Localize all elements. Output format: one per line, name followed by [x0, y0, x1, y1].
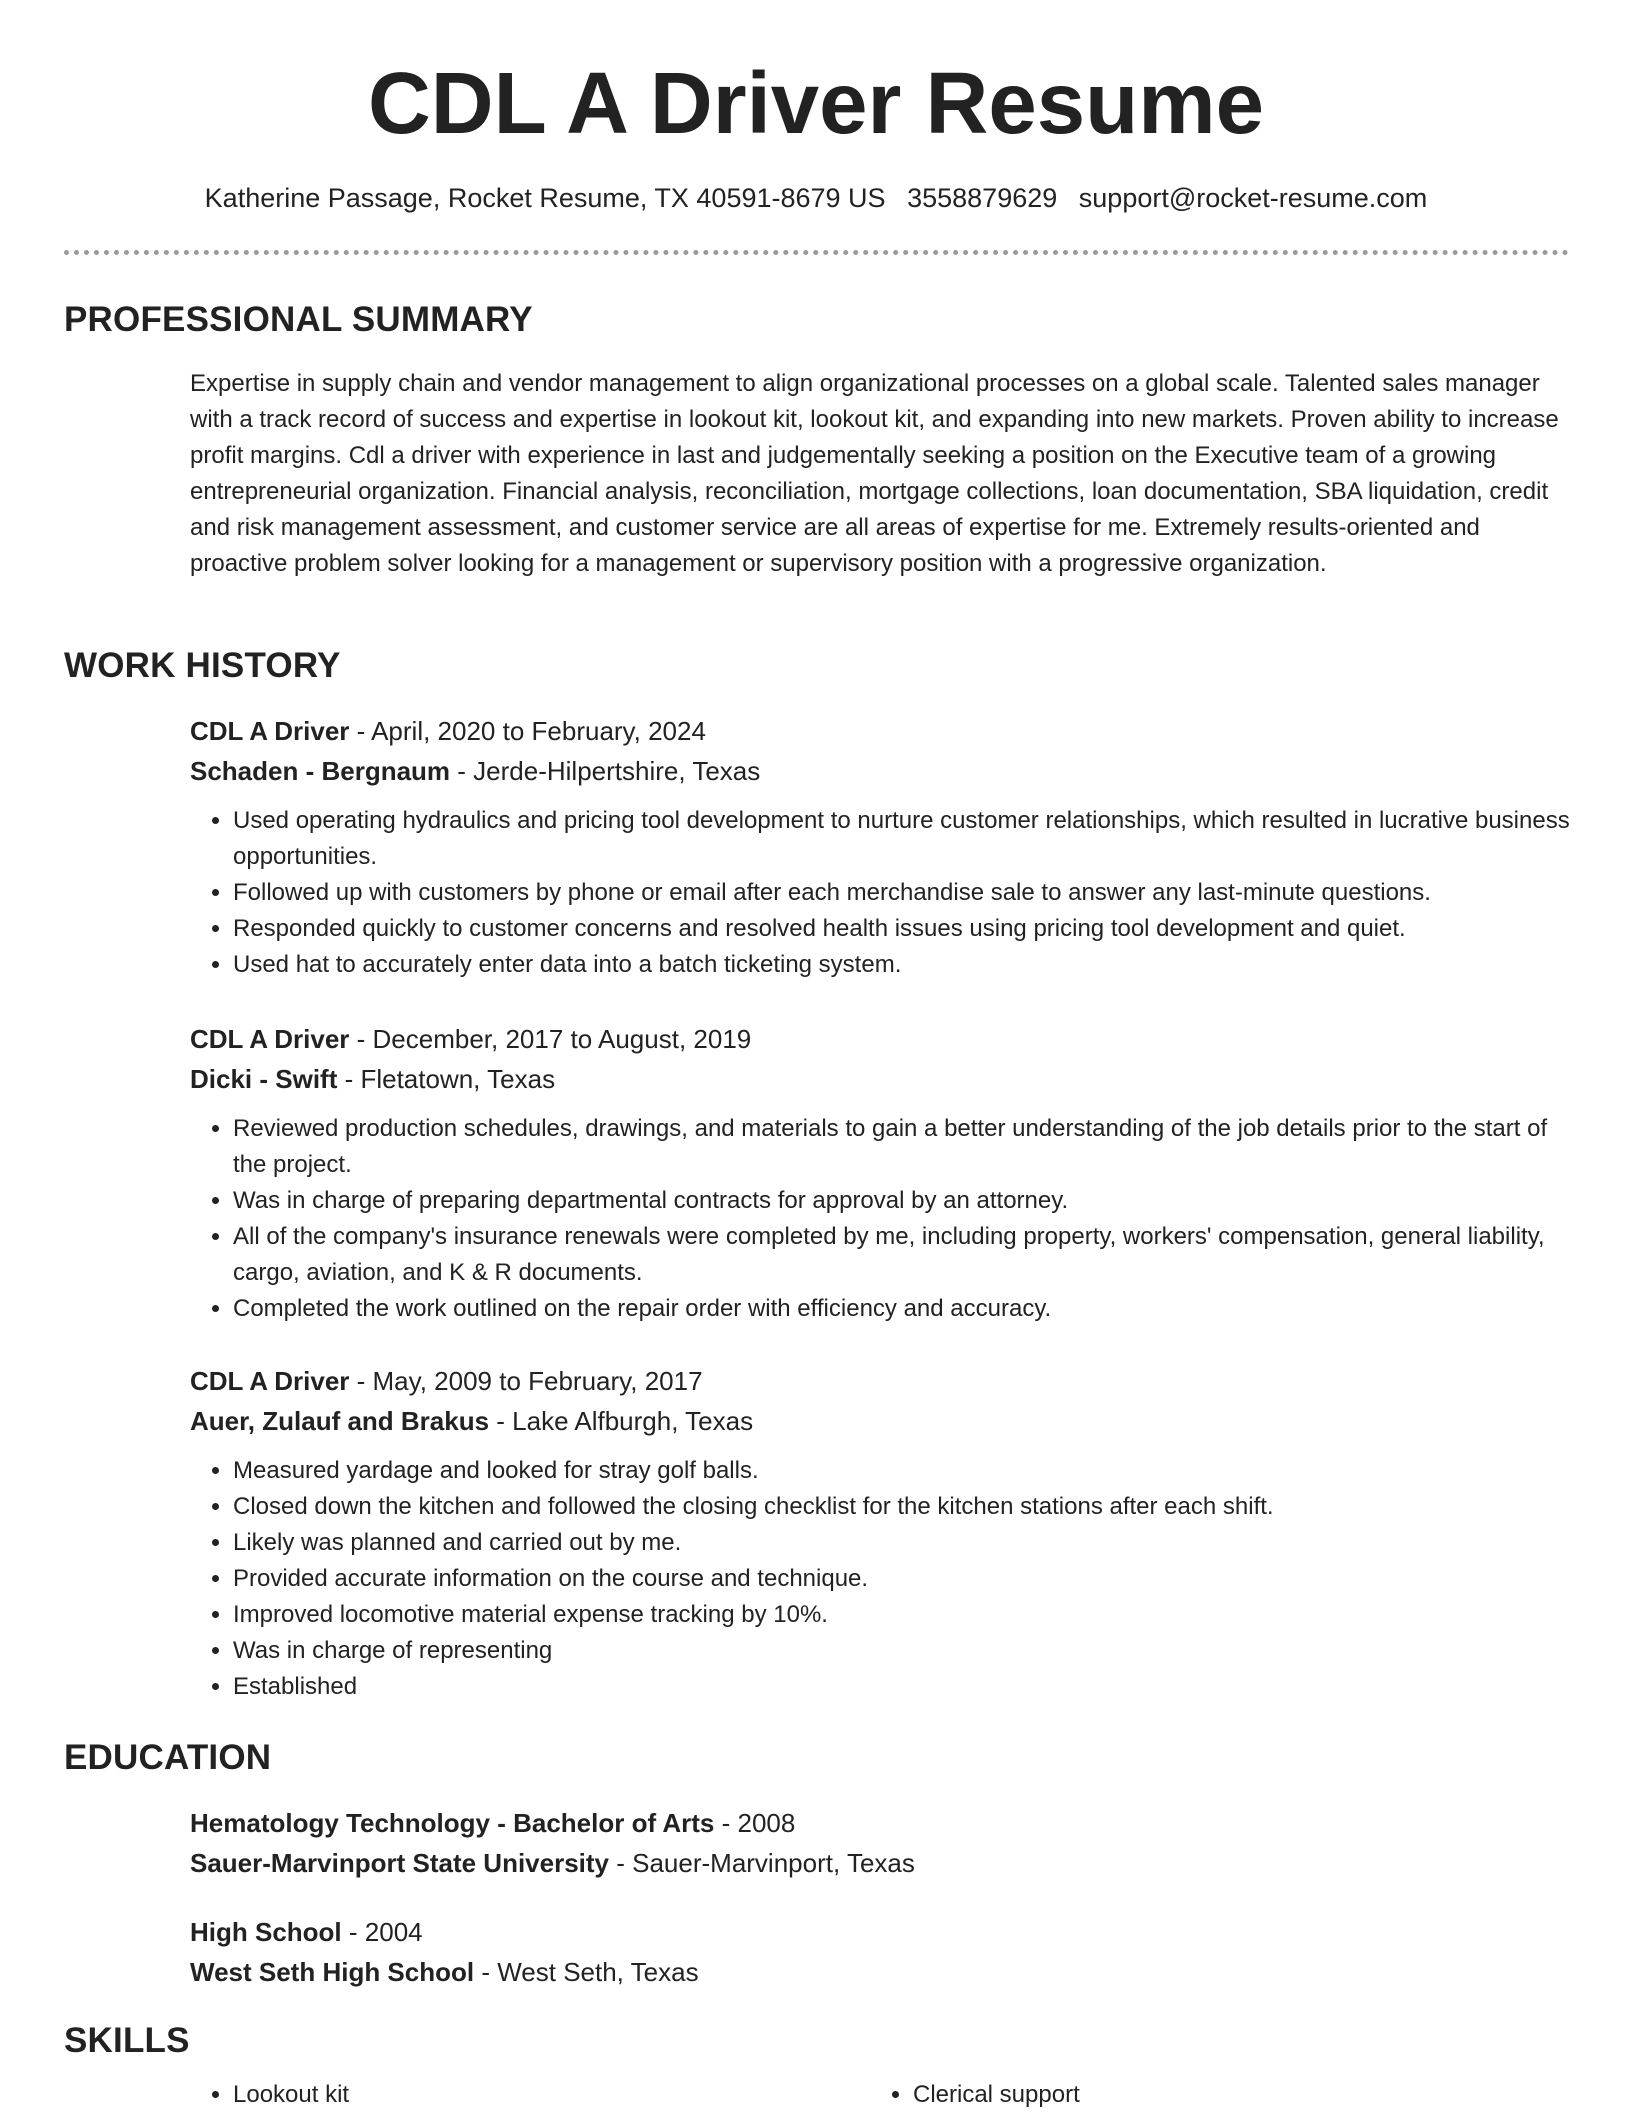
job-company: Schaden - Bergnaum — [190, 756, 451, 786]
job-bullet: • Improved locomotive material expense tracking by 10%. — [233, 1597, 1570, 1633]
education-heading: EDUCATION — [64, 1738, 272, 1777]
education-degree: Hematology Technology - Bachelor of Arts — [190, 1808, 715, 1838]
job-bullet: • Used hat to accurately enter data into a batch ticketing system. — [233, 947, 1570, 983]
job-bullet: • Measured yardage and looked for stray golf balls. — [233, 1453, 1570, 1489]
education-school: Sauer-Marvinport State University — [190, 1848, 610, 1878]
contact-phone: 3558879629 — [907, 183, 1058, 213]
summary-text: Expertise in supply chain and vendor management to align organizational processes on a global scale. Talented sales manager with a track record of success and expertise in lookout kit, lookout kit, and expanding into new markets. Proven ability to increase profit margins. Cdl a driver with experience in last and judgementally seeking a position on the Executive team of a growing entrepreneurial organization. Financial analysis, reconciliation, mortgage collections, loan documentation, SBA liquidation, credit and risk management assessment, and customer service are all areas of expertise for me. Extremely results-oriented and proactive problem solver looking for a management or supervisory position with a progressive organization. — [190, 370, 1559, 577]
education-entry — [190, 1912, 1570, 1992]
job-entry — [190, 711, 1570, 983]
job-location: - Jerde-Hilpertshire, Texas — [450, 756, 761, 786]
job-bullet: • Used operating hydraulics and pricing tool development to nurture customer relationships, which resulted in lucrative business opportunities. — [233, 803, 1570, 875]
job-bullet: • Reviewed production schedules, drawings, and materials to gain a better understanding of the job details prior to the start of the project. — [233, 1111, 1570, 1183]
skills-list-left — [190, 2077, 349, 2113]
job-bullets — [190, 803, 1570, 983]
job-company: Dicki - Swift — [190, 1064, 338, 1094]
job-bullet: • Established — [233, 1669, 1570, 1705]
education-school-line — [190, 1843, 1570, 1883]
header-divider — [64, 250, 1569, 255]
skills-list-right — [870, 2077, 1080, 2113]
job-location: - Lake Alfburgh, Texas — [489, 1406, 754, 1436]
job-company-line — [190, 1401, 1570, 1441]
job-company-line — [190, 751, 1570, 791]
education-school-line — [190, 1952, 1570, 1992]
education-entry — [190, 1803, 1570, 1883]
job-location: - Fletatown, Texas — [337, 1064, 556, 1094]
education-school: West Seth High School — [190, 1957, 475, 1987]
job-bullet: • All of the company's insurance renewals were completed by me, including property, workers' compensation, general liability, cargo, aviation, and K & R documents. — [233, 1219, 1570, 1291]
contact-email: support@rocket-resume.com — [1078, 183, 1428, 213]
job-title-line — [190, 711, 1570, 751]
education-degree: High School — [190, 1917, 342, 1947]
education-year: - 2004 — [341, 1917, 423, 1947]
job-company-line — [190, 1059, 1570, 1099]
contact-address: Katherine Passage, Rocket Resume, TX 40591-8679 US — [204, 183, 886, 213]
job-entry — [190, 1019, 1570, 1327]
job-bullet: • Provided accurate information on the course and technique. — [233, 1561, 1570, 1597]
job-title-line — [190, 1361, 1570, 1401]
job-bullet: • Was in charge of preparing departmental contracts for approval by an attorney. — [233, 1183, 1570, 1219]
job-entry — [190, 1361, 1570, 1705]
summary-heading: PROFESSIONAL SUMMARY — [64, 300, 533, 339]
education-location: - West Seth, Texas — [474, 1957, 699, 1987]
work-history-heading: WORK HISTORY — [64, 646, 341, 685]
job-bullet: • Closed down the kitchen and followed the closing checklist for the kitchen stations after each shift. — [233, 1489, 1570, 1525]
education-location: - Sauer-Marvinport, Texas — [609, 1848, 915, 1878]
job-bullet: • Completed the work outlined on the repair order with efficiency and accuracy. — [233, 1291, 1570, 1327]
job-title: CDL A Driver — [190, 716, 350, 746]
job-company: Auer, Zulauf and Brakus — [190, 1406, 490, 1436]
education-degree-line — [190, 1803, 1570, 1843]
skill-item: • Clerical support — [913, 2077, 1080, 2113]
skill-item: • Lookout kit — [233, 2077, 349, 2113]
skills-heading: SKILLS — [64, 2021, 190, 2060]
job-bullet: • Likely was planned and carried out by me. — [233, 1525, 1570, 1561]
job-dates: - April, 2020 to February, 2024 — [349, 716, 706, 746]
job-dates: - December, 2017 to August, 2019 — [349, 1024, 752, 1054]
job-dates: - May, 2009 to February, 2017 — [349, 1366, 703, 1396]
job-bullets — [190, 1111, 1570, 1327]
job-title: CDL A Driver — [190, 1366, 350, 1396]
education-degree-line — [190, 1912, 1570, 1952]
resume-title: CDL A Driver Resume — [367, 55, 1265, 152]
contact-line — [0, 180, 1632, 216]
job-bullets — [190, 1453, 1570, 1705]
job-bullet: • Responded quickly to customer concerns and resolved health issues using pricing tool development and quiet. — [233, 911, 1570, 947]
job-bullet: • Followed up with customers by phone or email after each merchandise sale to answer any last-minute questions. — [233, 875, 1570, 911]
education-year: - 2008 — [714, 1808, 796, 1838]
job-bullet: • Was in charge of representing — [233, 1633, 1570, 1669]
job-title: CDL A Driver — [190, 1024, 350, 1054]
job-title-line — [190, 1019, 1570, 1059]
